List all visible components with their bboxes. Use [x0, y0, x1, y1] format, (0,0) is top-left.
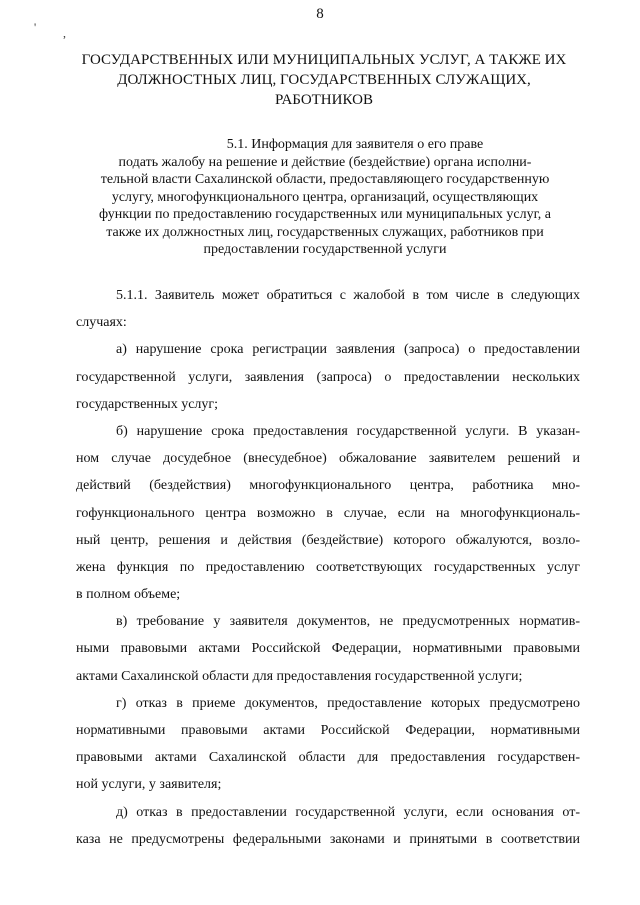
subtitle-line: также их должностных лиц, государственных служащих, работников при — [106, 224, 544, 240]
heading-line: ДОЛЖНОСТНЫХ ЛИЦ, ГОСУДАРСТВЕННЫХ СЛУЖАЩИХ, — [117, 72, 531, 88]
subtitle-line: тельной власти Сахалинской области, предоставляющего государственную — [100, 172, 550, 187]
paragraph-line: действий (бездействия) многофункционального центра, работника мно- — [76, 478, 580, 494]
section-heading — [60, 50, 588, 110]
scan-mark-left: ' — [34, 20, 37, 34]
paragraph-line: ном случае досудебное (внесудебное) обжалование заявителем решений и — [76, 451, 580, 467]
paragraph-line: государственной услуги, заявления (запроса) о предоставлении нескольких — [76, 369, 580, 385]
paragraph-line: актами Сахалинской области для предоставления государственной услуги; — [76, 668, 523, 684]
paragraph-line: жена функция по предоставлению соответствующих государственных услуг — [76, 559, 580, 575]
subtitle-line: услугу, многофункционального центра, организаций, осуществляющих — [111, 189, 539, 205]
paragraph-line: 5.1.1. Заявитель может обратиться с жалобой в том числе в следующих — [116, 288, 580, 303]
paragraph-line: нормативными правовыми актами Российской Федерации, нормативными — [76, 723, 580, 738]
paragraph-line: гофункционального центра возможно в случае, если на многофункциональ- — [76, 505, 580, 521]
subsection-title — [80, 136, 570, 259]
subtitle-line: предоставлении государственной услуги — [203, 242, 447, 257]
paragraph-line: ный центр, решения и действия (бездействие) которого обжалуются, возло- — [76, 532, 580, 548]
paragraph-line: ными правовыми актами Российской Федерации, нормативными правовыми — [76, 641, 580, 657]
subtitle-line: функции по предоставлению государственных или муниципальных услуг, а — [99, 207, 551, 222]
paragraph-line: правовыми актами Сахалинской области для предоставления государствен- — [76, 750, 580, 766]
paragraph-line: каза не предусмотрены федеральными законами и принятыми в соответствии — [76, 831, 580, 847]
paragraph-line: в) требование у заявителя документов, не предусмотренных норматив- — [116, 614, 580, 630]
paragraph-line: б) нарушение срока предоставления государственной услуги. В указан- — [116, 423, 580, 439]
paragraph-line: в полном объеме; — [76, 587, 181, 603]
heading-line: ГОСУДАРСТВЕННЫХ ИЛИ МУНИЦИПАЛЬНЫХ УСЛУГ, А ТАКЖЕ ИХ — [81, 52, 567, 68]
subtitle-line: 5.1. Информация для заявителя о его праве — [226, 137, 484, 152]
paragraph-line: случаях: — [76, 315, 127, 331]
paragraph-line: государственных услуг; — [76, 396, 219, 412]
paragraph-line: ной услуги, у заявителя; — [76, 777, 222, 793]
paragraph-line: г) отказ в приеме документов, предоставление которых предусмотрено — [116, 695, 580, 711]
subtitle-line: подать жалобу на решение и действие (бездействие) органа исполни- — [118, 154, 532, 170]
paragraph-line: д) отказ в предоставлении государственной услуги, если основания от- — [116, 804, 580, 820]
paragraph-line: а) нарушение срока регистрации заявления (запроса) о предоставлении — [116, 342, 580, 358]
scan-mark-right: , — [63, 26, 66, 40]
document-body — [76, 282, 580, 853]
heading-line: РАБОТНИКОВ — [275, 92, 373, 108]
page-number: 8 — [316, 6, 324, 22]
